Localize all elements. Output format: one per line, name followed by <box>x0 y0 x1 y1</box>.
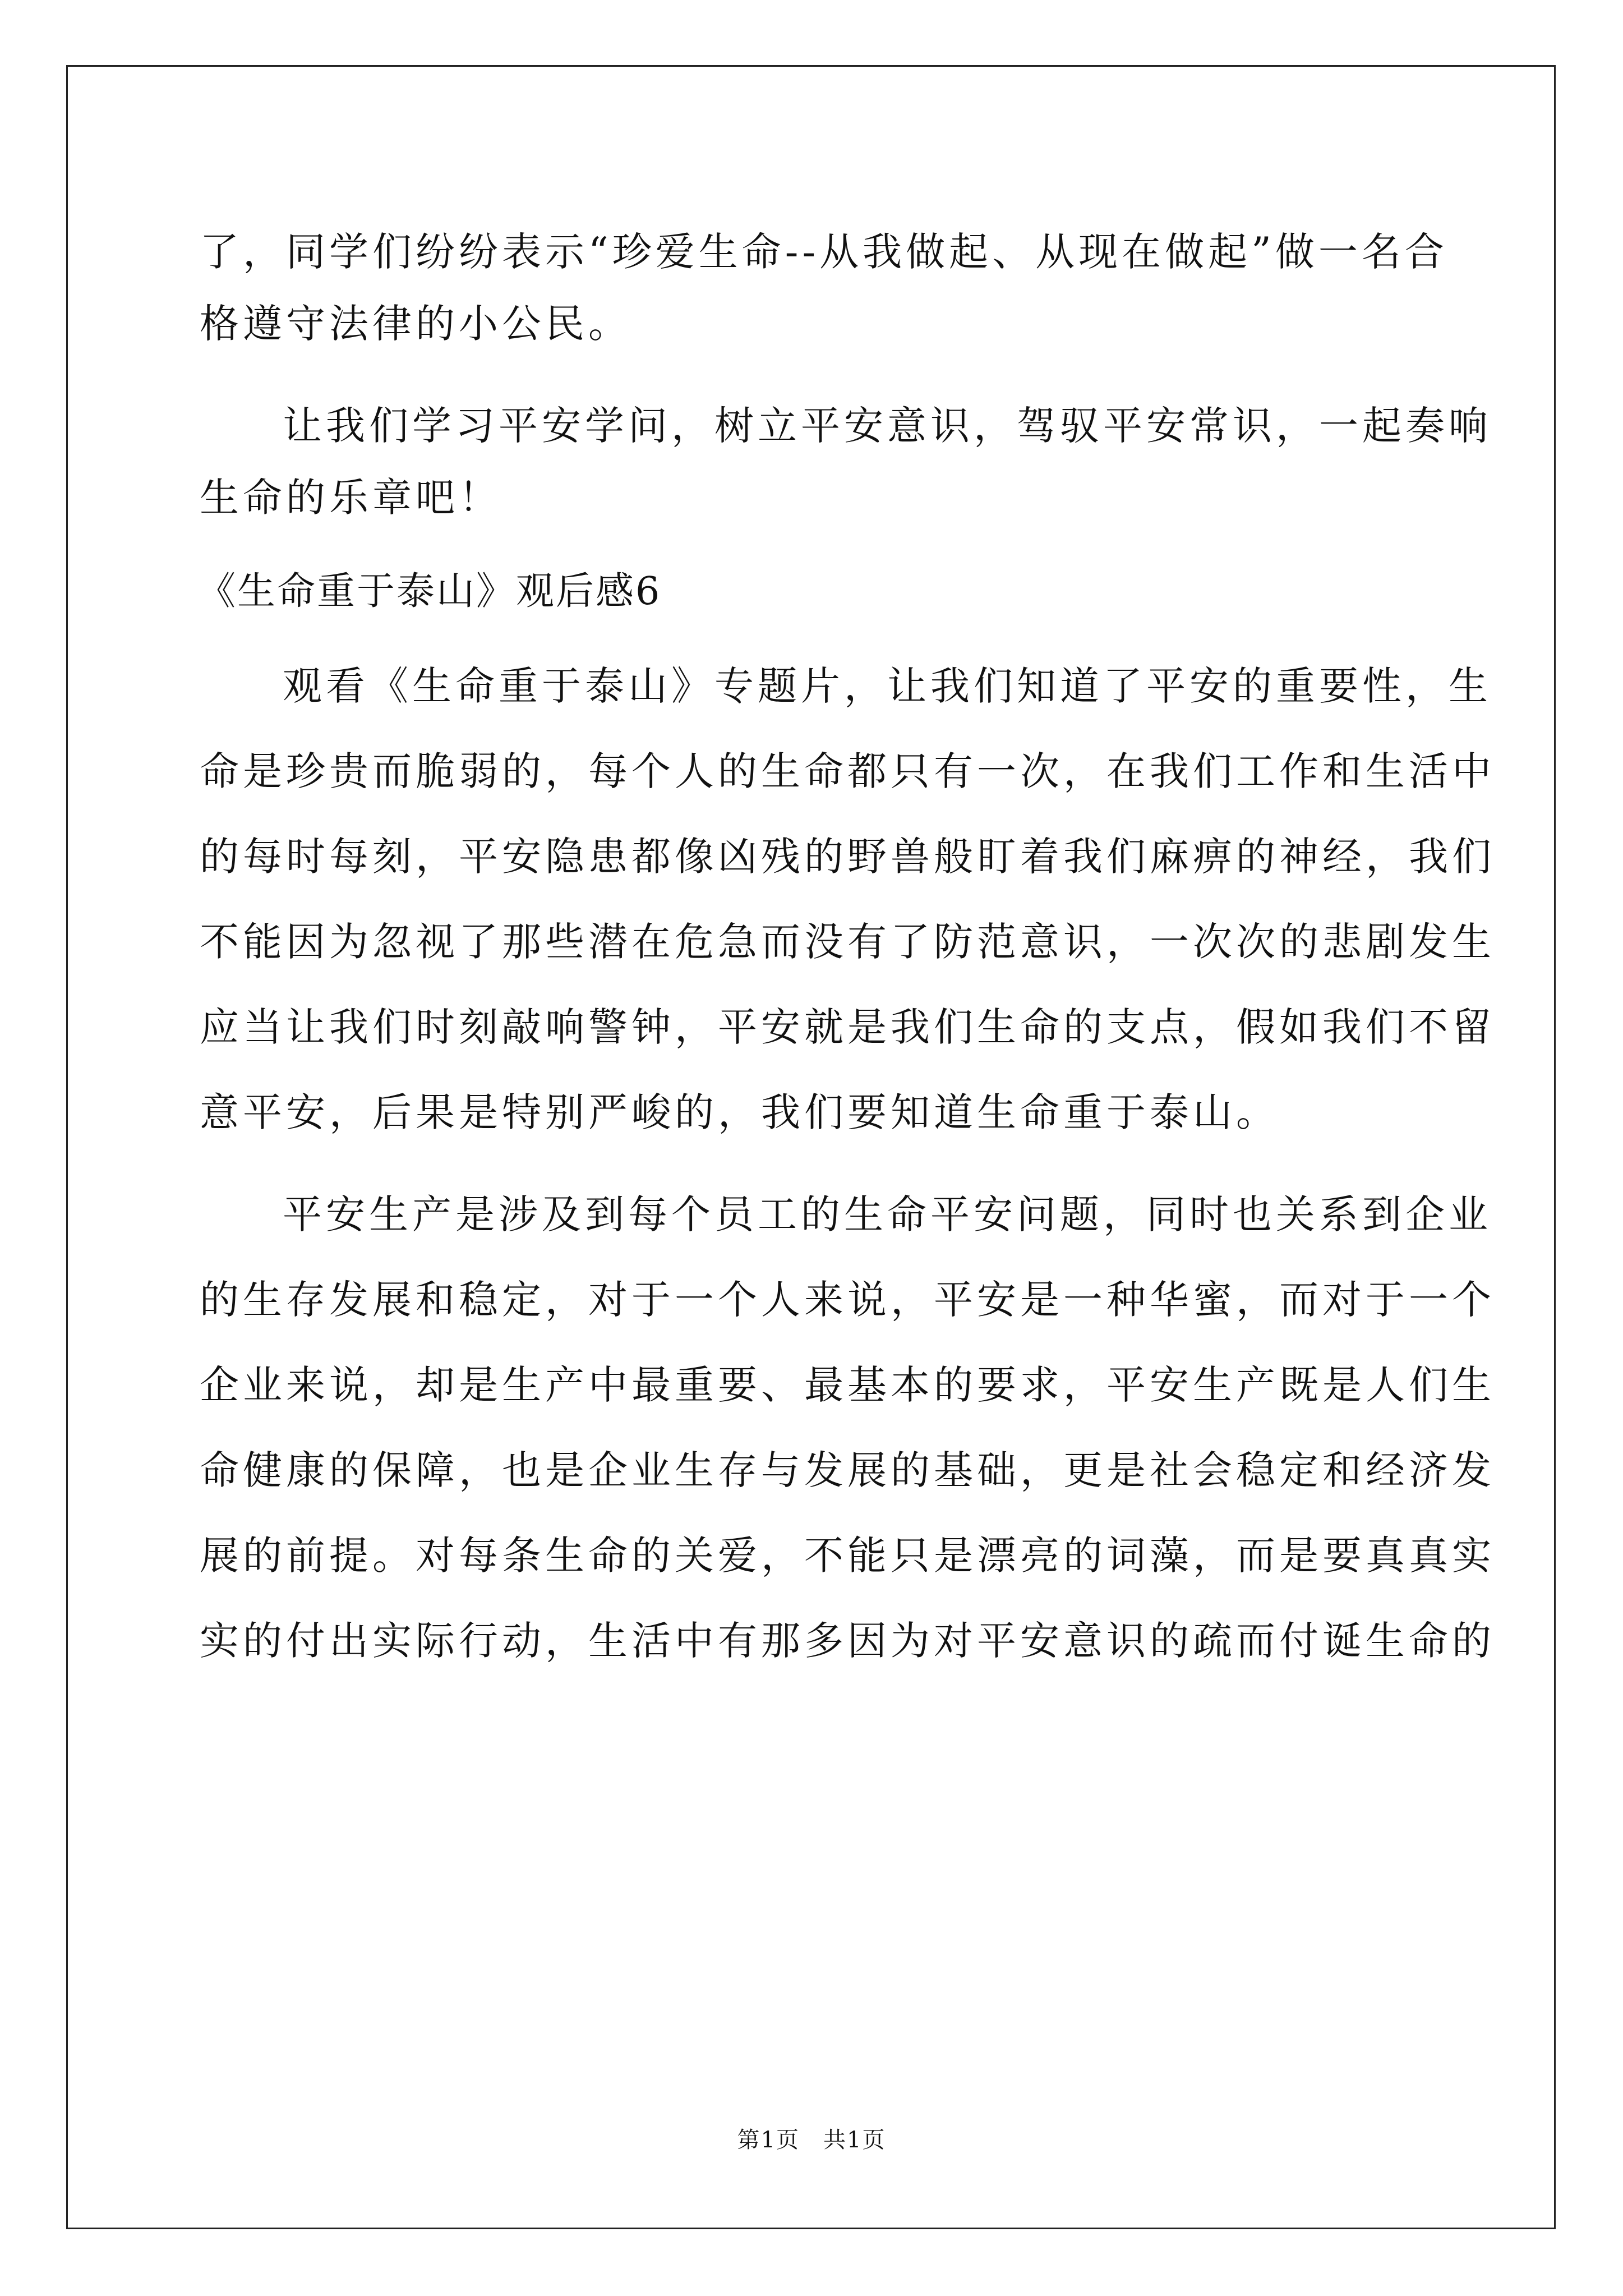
text-line: 的每时每刻，平安隐患都像凶残的野兽般盯着我们麻痹的神经，我们 <box>200 834 1495 880</box>
text-line: 观看《生命重于泰山》专题片，让我们知道了平安的重要性，生 <box>283 663 1492 709</box>
text-line: 命是珍贵而脆弱的，每个人的生命都只有一次，在我们工作和生活中 <box>200 748 1495 794</box>
paragraph-1 <box>200 216 1448 360</box>
text-line: 格遵守法律的小公民。 <box>200 301 631 347</box>
document-body <box>197 216 1495 1677</box>
text-line: 实的付出实际行动，生活中有那多因为对平安意识的疏而付诞生命的 <box>200 1618 1495 1664</box>
paragraph-4 <box>200 1179 1495 1677</box>
text-line: 生命的乐章吧！ <box>200 475 502 521</box>
text-line: 让我们学习平安学问，树立平安意识，驾驭平安常识，一起奏响 <box>283 403 1492 449</box>
text-line: 企业来说，却是生产中最重要、最基本的要求，平安生产既是人们生 <box>200 1362 1495 1408</box>
text-line: 命健康的保障，也是企业生存与发展的基础，更是社会稳定和经济发 <box>200 1447 1495 1493</box>
paragraph-3 <box>200 650 1495 1148</box>
text-line: 应当让我们时刻敲响警钟，平安就是我们生命的支点，假如我们不留 <box>200 1004 1495 1050</box>
section-heading: 《生命重于泰山》观后感6 <box>197 569 662 614</box>
paragraph-2 <box>200 390 1492 533</box>
text-line: 了，同学们纷纷表示“珍爱生命--从我做起、从现在做起”做一名合 <box>200 229 1448 275</box>
text-line: 不能因为忽视了那些潜在危急而没有了防范意识，一次次的悲剧发生 <box>200 919 1495 965</box>
text-line: 展的前提。对每条生命的关爱，不能只是漂亮的词藻，而是要真真实 <box>200 1533 1495 1579</box>
text-line: 意平安，后果是特别严峻的，我们要知道生命重于泰山。 <box>200 1089 1279 1135</box>
text-line: 的生存发展和稳定，对于一个人来说，平安是一种华蜜，而对于一个 <box>200 1277 1495 1323</box>
text-line: 平安生产是涉及到每个员工的生命平安问题，同时也关系到企业 <box>283 1191 1492 1237</box>
page-footer: 第1页 共1页 <box>737 2127 886 2153</box>
